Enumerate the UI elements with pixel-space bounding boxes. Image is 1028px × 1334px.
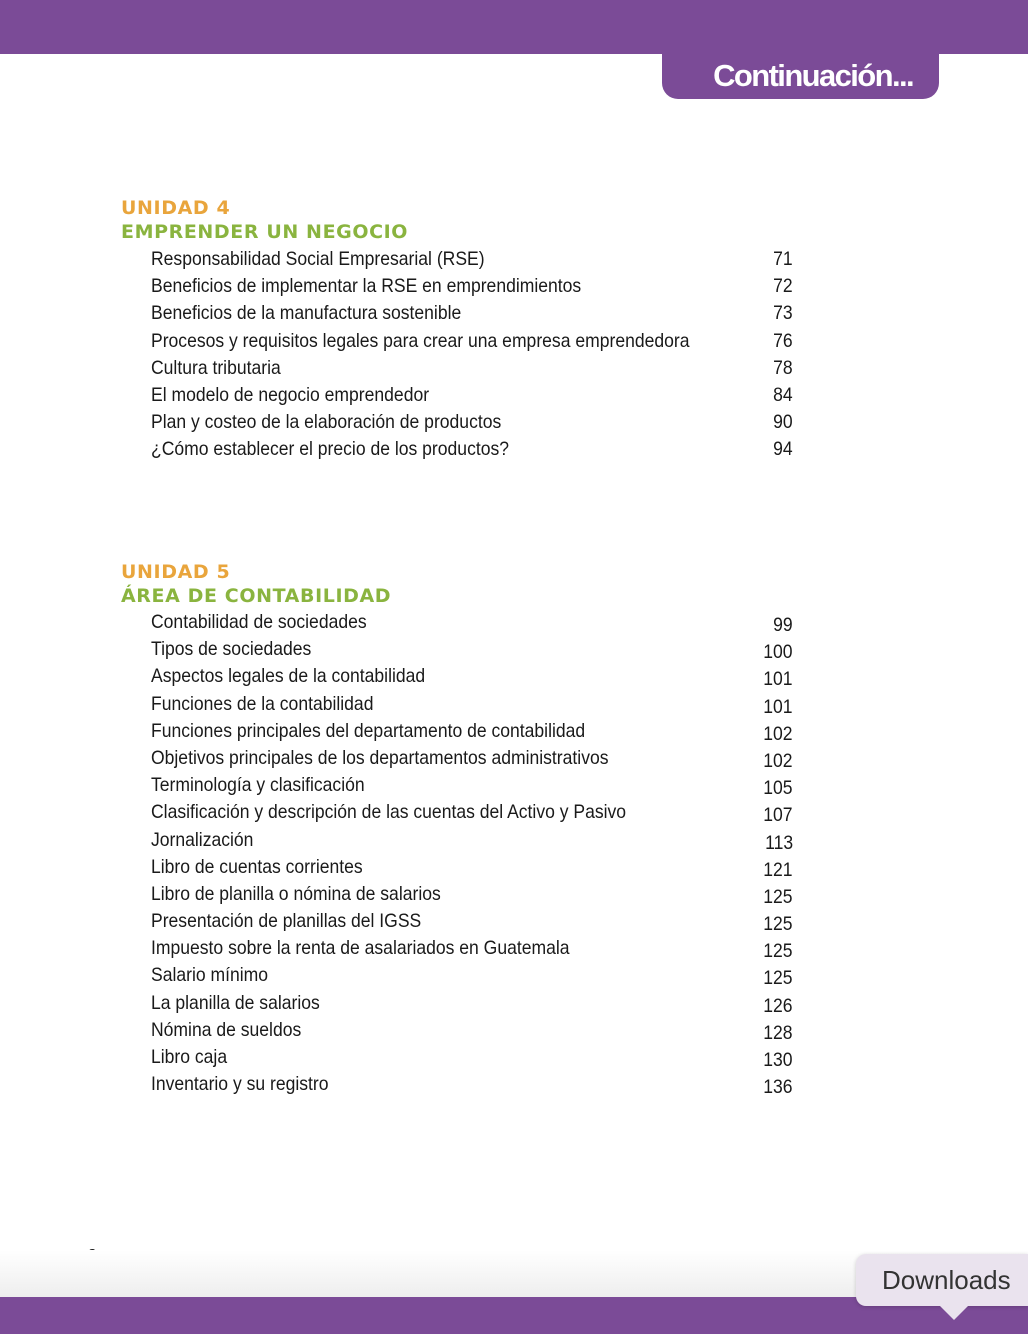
unit-number: UNIDAD 5 [121, 561, 231, 583]
toc-entry[interactable] [151, 829, 801, 856]
toc-entry-title: La planilla de salarios [151, 991, 320, 1014]
top-header-bar [0, 0, 1028, 54]
toc-entry-page: 102 [763, 749, 793, 772]
unit-4-toc [151, 248, 801, 466]
toc-entry-title: Tipos de sociedades [151, 638, 312, 661]
unit-5-toc [151, 611, 801, 1100]
toc-entry-page: 100 [763, 641, 793, 664]
toc-entry[interactable] [151, 302, 801, 329]
toc-entry-page: 121 [763, 858, 793, 881]
toc-entry-title: Aspectos legales de la contabilidad [151, 665, 426, 688]
toc-entry-title: Beneficios de la manufactura sostenible [151, 302, 462, 325]
toc-entry-page: 125 [763, 885, 793, 908]
toc-entry-title: Terminología y clasificación [151, 774, 365, 797]
toc-entry[interactable] [151, 856, 801, 883]
toc-entry[interactable] [151, 330, 801, 357]
toc-entry-page: 73 [773, 302, 793, 325]
toc-entry[interactable] [151, 774, 801, 801]
toc-entry[interactable] [151, 665, 801, 692]
toc-entry-page: 76 [773, 329, 793, 352]
toc-entry-page: 105 [763, 777, 793, 800]
toc-entry-title: Beneficios de implementar la RSE en emprendimientos [151, 275, 582, 298]
toc-entry-page: 125 [763, 913, 793, 936]
toc-entry-title: Impuesto sobre la renta de asalariados en Guatemala [151, 937, 570, 960]
toc-entry-page: 90 [773, 411, 793, 434]
continuation-label: Continuación... [713, 58, 913, 93]
toc-entry-page: 84 [773, 383, 793, 406]
toc-entry-title: Funciones principales del departamento de contabilidad [151, 719, 586, 742]
toc-entry-title: Clasificación y descripción de las cuentas del Activo y Pasivo [151, 801, 627, 824]
toc-entry[interactable] [151, 611, 801, 638]
toc-entry-page: 94 [773, 438, 793, 461]
toc-entry-page: 136 [763, 1076, 793, 1099]
unit-5-heading [121, 560, 801, 608]
toc-entry[interactable] [151, 693, 801, 720]
toc-entry-title: Funciones de la contabilidad [151, 692, 374, 715]
toc-entry[interactable] [151, 384, 801, 411]
toc-entry-page: 101 [763, 668, 793, 691]
toc-entry[interactable] [151, 910, 801, 937]
toc-entry-page: 72 [773, 275, 793, 298]
toc-entry-title: Libro de planilla o nómina de salarios [151, 882, 441, 905]
toc-entry-page: 113 [765, 831, 793, 854]
toc-entry[interactable] [151, 747, 801, 774]
toc-entry[interactable] [151, 883, 801, 910]
toc-entry-title: Objetivos principales de los departamentos administrativos [151, 746, 609, 769]
unit-number: UNIDAD 4 [121, 197, 231, 219]
unit-title: ÁREA DE CONTABILIDAD [121, 585, 392, 607]
toc-entry-title: ¿Cómo establecer el precio de los productos? [151, 438, 510, 461]
toc-entry[interactable] [151, 638, 801, 665]
toc-entry[interactable] [151, 801, 801, 828]
toc-entry[interactable] [151, 720, 801, 747]
toc-entry-title: Jornalización [151, 828, 254, 851]
unit-title: EMPRENDER UN NEGOCIO [121, 221, 409, 243]
toc-entry[interactable] [151, 1046, 801, 1073]
toc-entry-page: 125 [763, 940, 793, 963]
downloads-button[interactable] [856, 1254, 1028, 1306]
toc-entry[interactable] [151, 411, 801, 438]
downloads-label: Downloads [882, 1265, 1011, 1295]
toc-entry-title: Libro caja [151, 1046, 228, 1068]
toc-entry-title: Plan y costeo de la elaboración de productos [151, 411, 502, 434]
toc-entry-page: 102 [763, 722, 793, 745]
toc-entry[interactable] [151, 438, 801, 465]
toc-entry[interactable] [151, 1019, 801, 1046]
toc-entry-page: 107 [763, 804, 793, 827]
toc-entry[interactable] [151, 357, 801, 384]
toc-entry[interactable] [151, 1073, 801, 1100]
toc-entry[interactable] [151, 248, 801, 275]
toc-entry-page: 78 [773, 356, 793, 379]
toc-entry-page: 99 [773, 614, 793, 636]
toc-entry-title: Nómina de sueldos [151, 1018, 302, 1041]
toc-entry-title: El modelo de negocio emprendedor [151, 383, 430, 406]
toc-entry[interactable] [151, 937, 801, 964]
toc-entry[interactable] [151, 275, 801, 302]
toc-entry-title: Inventario y su registro [151, 1073, 329, 1096]
toc-entry[interactable] [151, 964, 801, 991]
toc-entry-title: Libro de cuentas corrientes [151, 855, 363, 878]
toc-entry-title: Contabilidad de sociedades [151, 611, 367, 633]
toc-entry[interactable] [151, 992, 801, 1019]
toc-entry-page: 130 [763, 1049, 793, 1071]
toc-entry-title: Salario mínimo [151, 964, 269, 987]
toc-entry-title: Cultura tributaria [151, 356, 281, 379]
toc-entry-page: 71 [773, 248, 793, 270]
toc-entry-page: 101 [763, 695, 793, 718]
unit-4-heading [121, 196, 801, 244]
toc-entry-title: Presentación de planillas del IGSS [151, 910, 422, 933]
toc-entry-page: 128 [763, 1021, 793, 1044]
toc-entry-page: 126 [763, 994, 793, 1017]
toc-entry-title: Procesos y requisitos legales para crear una empresa emprendedora [151, 329, 690, 352]
continuation-tab [662, 52, 939, 99]
toc-entry-title: Responsabilidad Social Empresarial (RSE) [151, 248, 485, 270]
toc-entry-page: 125 [763, 967, 793, 990]
